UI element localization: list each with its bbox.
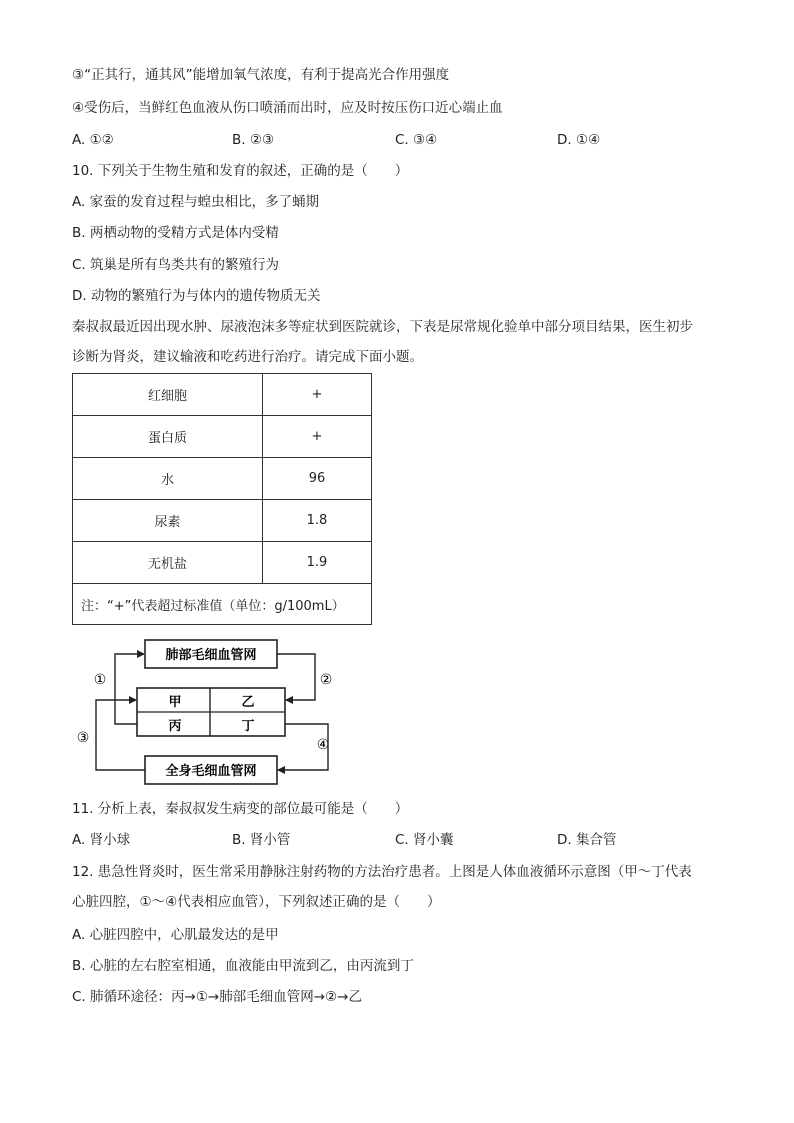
q10-option-a: A. 家蚕的发育过程与蝗虫相比，多了蛹期 [72,194,320,210]
q11-option-a: A. 肾小球 [72,832,131,848]
blood-circulation-diagram [70,636,340,786]
item-value: + [263,374,372,416]
q9-option-d: D. ①④ [557,132,601,148]
item-value: 1.9 [263,542,372,584]
chamber-yi: 乙 [241,695,255,710]
q11-option-b: B. 肾小管 [232,832,291,848]
table-note: 注：“+”代表超过标准值（单位：g/100mL） [73,584,372,625]
q11-option-d: D. 集合管 [557,832,617,848]
item-name: 无机盐 [73,542,263,584]
chamber-bing: 丙 [168,719,182,734]
q11-stem: 11. 分析上表，秦叔叔发生病变的部位最可能是（ ） [72,801,409,817]
statement-4: ④受伤后，当鲜红色血液从伤口喷涌而出时，应及时按压伤口近心端止血 [72,100,503,116]
passage-line-1: 秦叔叔最近因出现水肿、尿液泡沫多等症状到医院就诊，下表是尿常规化验单中部分项目结果，医生初步 [72,319,693,335]
q10-option-c: C. 筑巢是所有鸟类共有的繁殖行为 [72,257,280,273]
q10-option-d: D. 动物的繁殖行为与体内的遗传物质无关 [72,288,321,304]
item-name: 尿素 [73,500,263,542]
item-name: 红细胞 [73,374,263,416]
q9-option-c: C. ③④ [395,132,438,148]
table-note-row [73,584,372,625]
item-value: 96 [263,458,372,500]
q12-option-b: B. 心脏的左右腔室相通，血液能由甲流到乙，由丙流到丁 [72,958,414,974]
item-name: 蛋白质 [73,416,263,458]
vessel-4-label: ④ [316,737,330,753]
item-value: + [263,416,372,458]
q12-option-a: A. 心脏四腔中，心肌最发达的是甲 [72,927,279,943]
q12-stem-line-1: 12. 患急性肾炎时，医生常采用静脉注射药物的方法治疗患者。上图是人体血液循环示意图（甲～丁代表 [72,864,692,880]
q9-option-b: B. ②③ [232,132,275,148]
vessel-1-label: ① [93,672,107,688]
item-value: 1.8 [263,500,372,542]
chamber-jia: 甲 [168,695,182,710]
table-row [73,500,372,542]
body-capillary-label: 全身毛细血管网 [165,764,257,779]
urine-test-table [72,373,372,625]
statement-3: ③“正其行，通其风”能增加氧气浓度，有利于提高光合作用强度 [72,67,450,83]
lung-capillary-label: 肺部毛细血管网 [165,648,257,663]
table-row [73,374,372,416]
table-row [73,542,372,584]
q11-option-c: C. 肾小囊 [395,832,454,848]
q12-option-c: C. 肺循环途径：丙→①→肺部毛细血管网→②→乙 [72,989,362,1005]
table-row [73,458,372,500]
q9-option-a: A. ①② [72,132,114,148]
q12-stem-line-2: 心脏四腔，①～④代表相应血管），下列叙述正确的是（ ） [72,894,441,910]
vessel-2-label: ② [319,672,333,688]
q10-stem: 10. 下列关于生物生殖和发育的叙述，正确的是（ ） [72,163,409,179]
passage-line-2: 诊断为肾炎，建议输液和吃药进行治疗。请完成下面小题。 [72,349,423,365]
vessel-3-label: ③ [76,730,90,746]
table-row [73,416,372,458]
q10-option-b: B. 两栖动物的受精方式是体内受精 [72,225,279,241]
item-name: 水 [73,458,263,500]
chamber-ding: 丁 [241,719,255,734]
